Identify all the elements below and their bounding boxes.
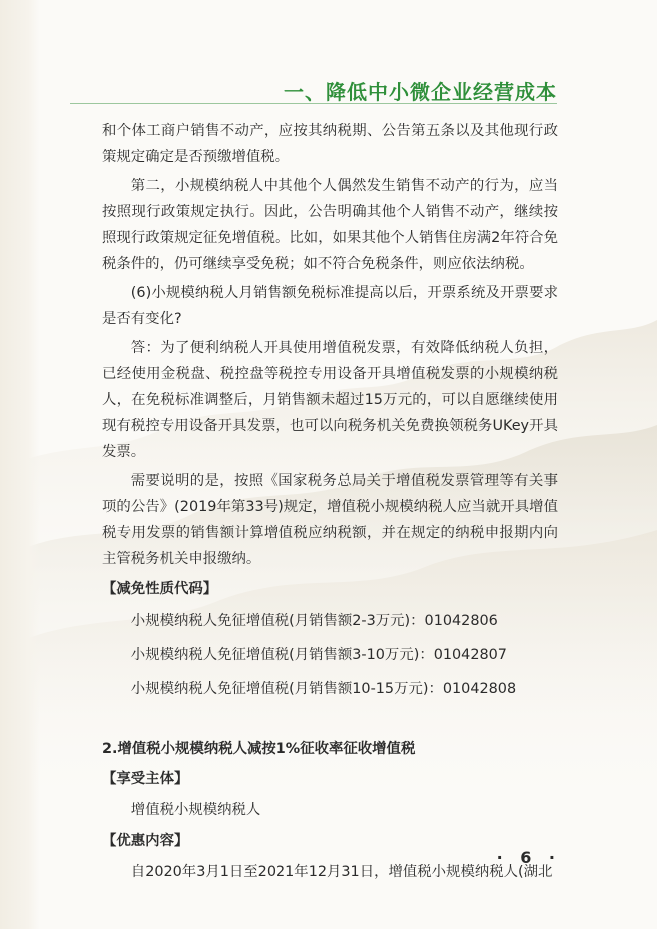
benefit-text: 自2020年3月1日至2021年12月31日，增值税小规模纳税人(湖北 xyxy=(130,864,553,880)
document-body xyxy=(102,118,558,890)
page-number: · 6 · xyxy=(496,848,561,867)
section-2-title: 2.增值税小规模纳税人减按1%征收率征收增值税 xyxy=(102,741,416,757)
note-paragraph: 需要说明的是，按照《国家税务总局关于增值税发票管理等有关事项的公告》(2019年第33号)规定，增值税小规模纳税人应当就开具增值税专用发票的销售额计算增值税应纳税额，并在规定的纳税申报期内向主管税务机关申报缴纳。 xyxy=(102,473,558,567)
answer-6: 答：为了便利纳税人开具使用增值税发票，有效降低纳税人负担，已经使用金税盘、税控盘等税控专用设备开具增值税发票的小规模纳税人，在免税标准调整后，月销售额未超过15万元的，可以自愿继续使用现有税控专用设备开具发票，也可以向税务机关免费换领税务UKey开具发票。 xyxy=(102,340,558,460)
paragraph-continuation: 和个体工商户销售不动产，应按其纳税期、公告第五条以及其他现行政策规定确定是否预缴增值税。 xyxy=(102,123,558,165)
benefit-heading: 【优惠内容】 xyxy=(102,833,189,849)
beneficiary-heading: 【享受主体】 xyxy=(102,771,189,787)
left-margin-band xyxy=(0,0,40,929)
question-6: (6)小规模纳税人月销售额免税标准提高以后，开票系统及开票要求是否有变化? xyxy=(102,285,558,327)
section-title: 一、降低中小微企业经营成本 xyxy=(284,80,557,104)
code-line-1: 小规模纳税人免征增值税(月销售额2-3万元)：01042806 xyxy=(130,613,498,629)
title-divider xyxy=(70,103,557,104)
section-spacer xyxy=(102,710,558,736)
beneficiary-text: 增值税小规模纳税人 xyxy=(130,802,261,818)
code-line-3: 小规模纳税人免征增值税(月销售额10-15万元)：01042808 xyxy=(130,681,517,697)
paragraph-second-point: 第二，小规模纳税人中其他个人偶然发生销售不动产的行为，应当按照现行政策规定执行。因此，公告明确其他个人销售不动产，继续按照现行政策规定征免增值税。比如，如果其他个人销售住房满2年符合免税条件的，仍可继续享受免税；如不符合免税条件，则应依法纳税。 xyxy=(102,178,558,272)
code-line-2: 小规模纳税人免征增值税(月销售额3-10万元)：01042807 xyxy=(130,647,507,663)
code-heading: 【减免性质代码】 xyxy=(102,581,218,597)
